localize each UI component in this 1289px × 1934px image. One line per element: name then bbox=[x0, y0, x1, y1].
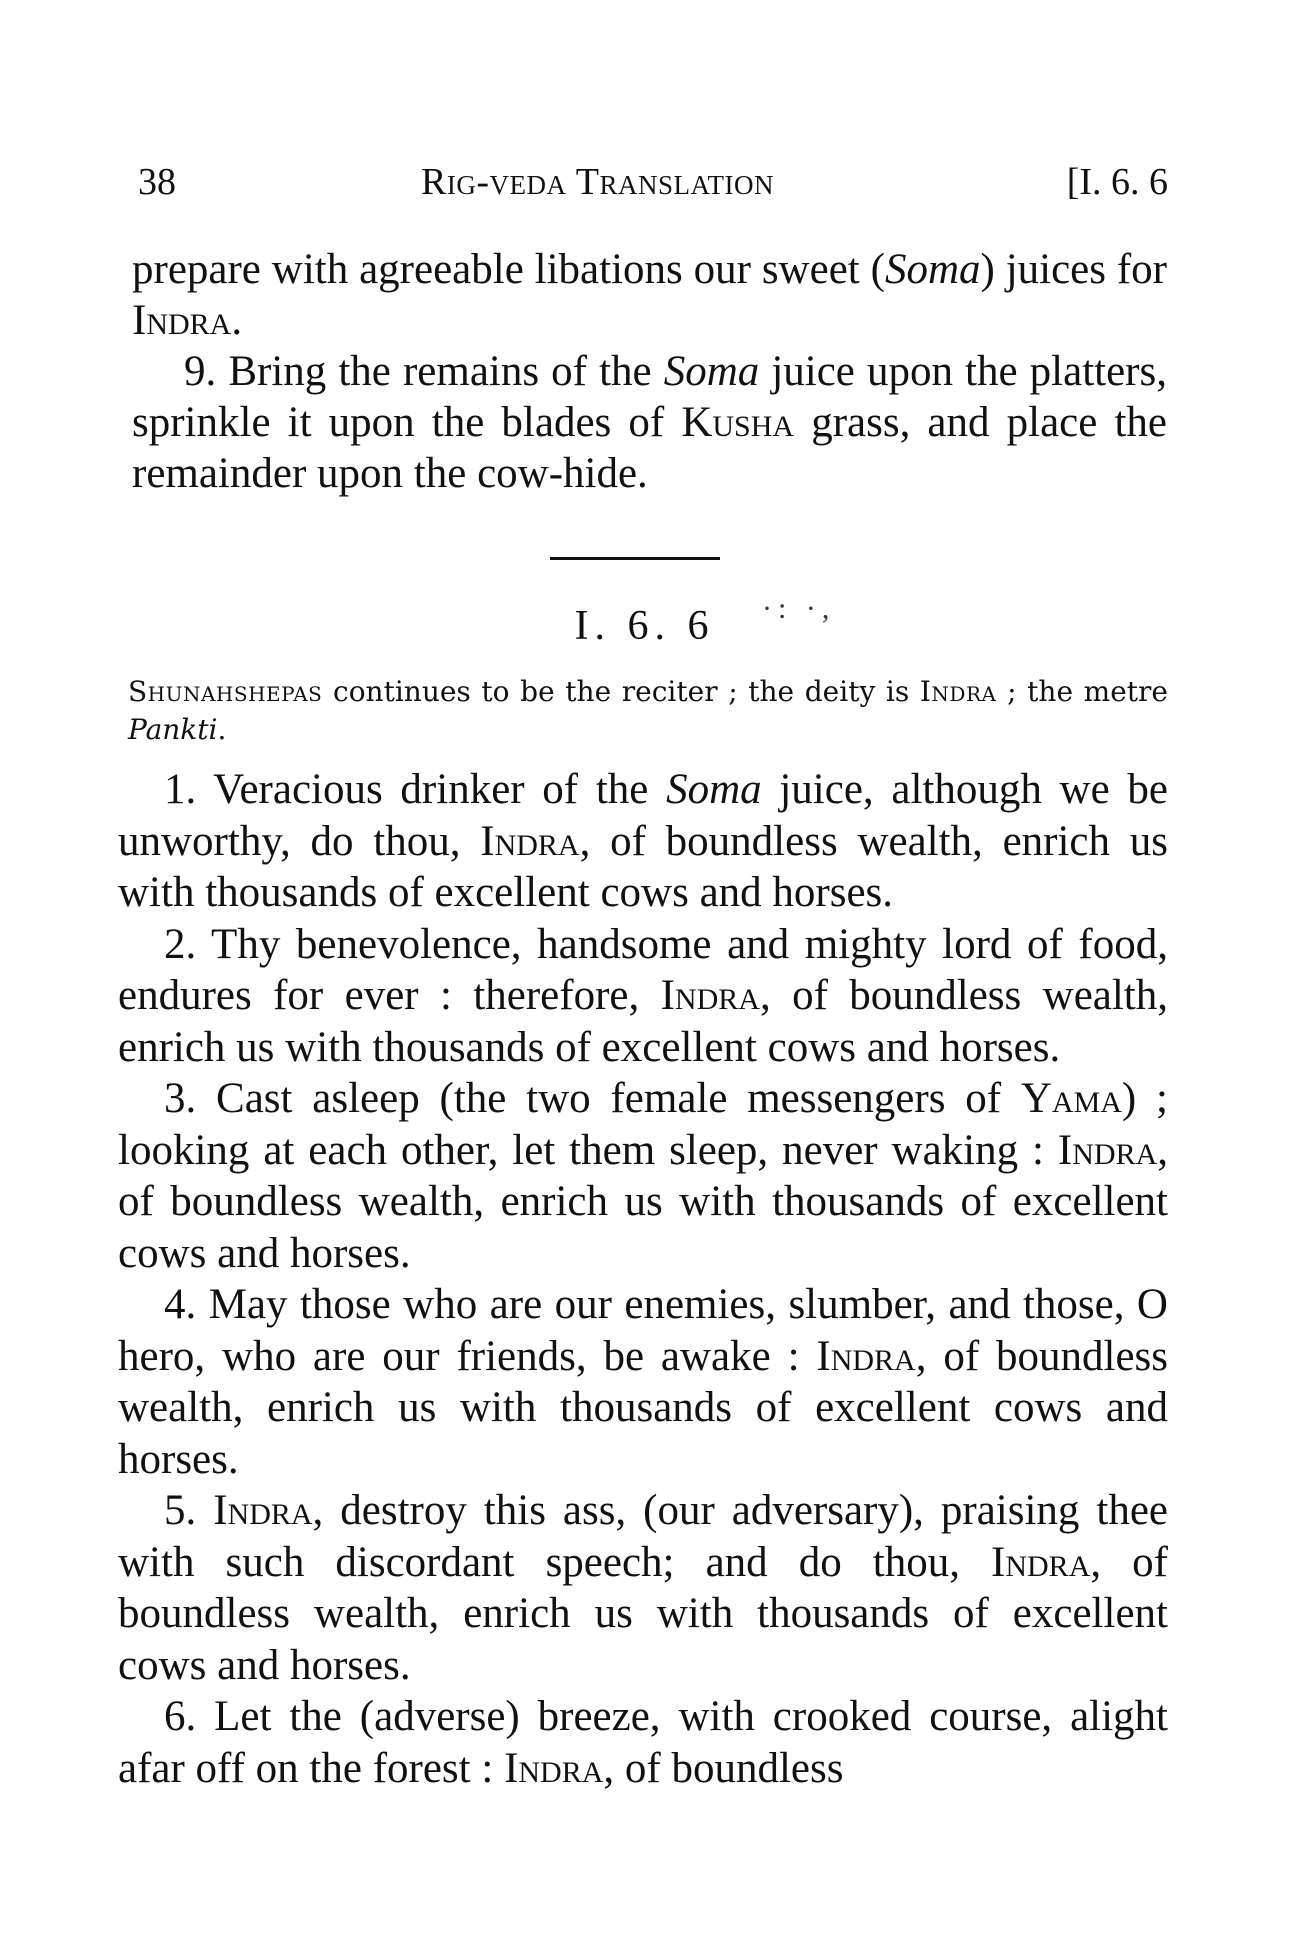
verse-number: 2. bbox=[164, 920, 197, 968]
verse-9-paragraph bbox=[132, 346, 1167, 499]
section-reference: [I. 6. 6 bbox=[1066, 161, 1168, 203]
carryover-deity: Indra bbox=[132, 297, 232, 344]
intro-text: . bbox=[217, 713, 227, 746]
heading-marks: ·: ·, bbox=[762, 592, 836, 625]
deity-name: Indra bbox=[919, 675, 997, 708]
section-divider bbox=[550, 557, 720, 560]
carryover-paragraph bbox=[132, 244, 1167, 346]
deity-name: Indra bbox=[816, 1332, 916, 1380]
carryover-italic: Soma bbox=[884, 246, 981, 293]
verse-text: Cast asleep (the two female messengers of bbox=[196, 1075, 1021, 1122]
verse-text: Bring the remains of the bbox=[216, 348, 664, 395]
carryover-text: ) juices for bbox=[980, 246, 1168, 293]
verse-text: juice, although we be unworthy, do thou, bbox=[118, 766, 1168, 865]
verse-text: , destroy this ass, (our adversary), praising thee with such discordant speech; and do thou, bbox=[118, 1487, 1168, 1586]
reciter-name: Shunahshepas bbox=[128, 675, 323, 708]
intro-text: ; the metre bbox=[996, 675, 1168, 708]
verse-text: , of boundless wealth, enrich us with thousands of excellent cows and horses. bbox=[118, 1538, 1168, 1689]
verse-number: 3. bbox=[164, 1075, 197, 1122]
deity-name: Indra bbox=[991, 1538, 1091, 1586]
hymn-heading: I. 6. 6 bbox=[574, 603, 715, 649]
verse-text: Thy benevolence, handsome and mighty lord of food, endures for ever : therefore, bbox=[118, 920, 1168, 1019]
deity-name: Indra bbox=[1057, 1126, 1158, 1174]
verse-small-caps: Kusha bbox=[681, 399, 795, 446]
deity-name: Indra bbox=[213, 1487, 313, 1534]
verse-text: , of boundless wealth, enrich us with thousands of excellent cows and horses. bbox=[118, 817, 1169, 916]
deity-name: Indra bbox=[660, 972, 760, 1019]
verse-text: , of boundless wealth, enrich us with thousands of excellent cows and horses. bbox=[118, 972, 1169, 1071]
verse-3 bbox=[118, 1073, 1168, 1279]
verse-6 bbox=[118, 1691, 1168, 1794]
verse-number: 6. bbox=[164, 1693, 197, 1740]
carryover-text: prepare with agreeable libations our sweet ( bbox=[132, 246, 885, 293]
intro-text: continues to be the reciter ; the deity is bbox=[322, 675, 920, 708]
verse-number: 4. bbox=[164, 1281, 197, 1328]
verse-text: , of boundless wealth, enrich us with thousands of excellent cows and horses. bbox=[118, 1332, 1169, 1483]
verse-text: May those who are our enemies, slumber, and those, O hero, who are our friends, be awake : bbox=[118, 1281, 1168, 1380]
hymn-intro bbox=[128, 673, 1168, 749]
carryover-text: . bbox=[231, 297, 243, 344]
running-title: Rig-veda Translation bbox=[421, 161, 775, 203]
verse-number: 5. bbox=[164, 1487, 197, 1534]
verse-text: grass, and place the remainder upon the cow-hide. bbox=[132, 399, 1167, 497]
verse-text: Veracious drinker of the bbox=[196, 766, 667, 813]
running-head bbox=[138, 160, 1168, 210]
verse-text: , of boundless wealth, enrich us with thousands of excellent cows and horses. bbox=[118, 1126, 1168, 1277]
deity-name: Indra bbox=[504, 1744, 604, 1792]
verse-1 bbox=[118, 764, 1168, 919]
verse-2 bbox=[118, 919, 1168, 1074]
deity-name: Indra bbox=[480, 817, 580, 865]
metre-name: Pankti bbox=[128, 713, 218, 746]
verse-italic: Soma bbox=[663, 348, 760, 395]
deity-name: Yama bbox=[1020, 1075, 1122, 1122]
verse-text: Let the (adverse) breeze, with crooked course, alight afar off on the forest : bbox=[118, 1693, 1168, 1792]
verse-list bbox=[118, 764, 1168, 1794]
page-number: 38 bbox=[138, 161, 176, 203]
verse-4 bbox=[118, 1279, 1168, 1485]
verse-5 bbox=[118, 1485, 1168, 1691]
verse-text: juice upon the platters, sprinkle it upon the blades of bbox=[132, 348, 1167, 446]
verse-number: 9. bbox=[184, 348, 217, 395]
verse-italic: Soma bbox=[666, 766, 762, 813]
verse-number: 1. bbox=[164, 766, 197, 813]
verse-text: , of boundless bbox=[603, 1744, 844, 1792]
verse-text: ) ; looking at each other, let them sleep, never waking : bbox=[118, 1075, 1168, 1174]
